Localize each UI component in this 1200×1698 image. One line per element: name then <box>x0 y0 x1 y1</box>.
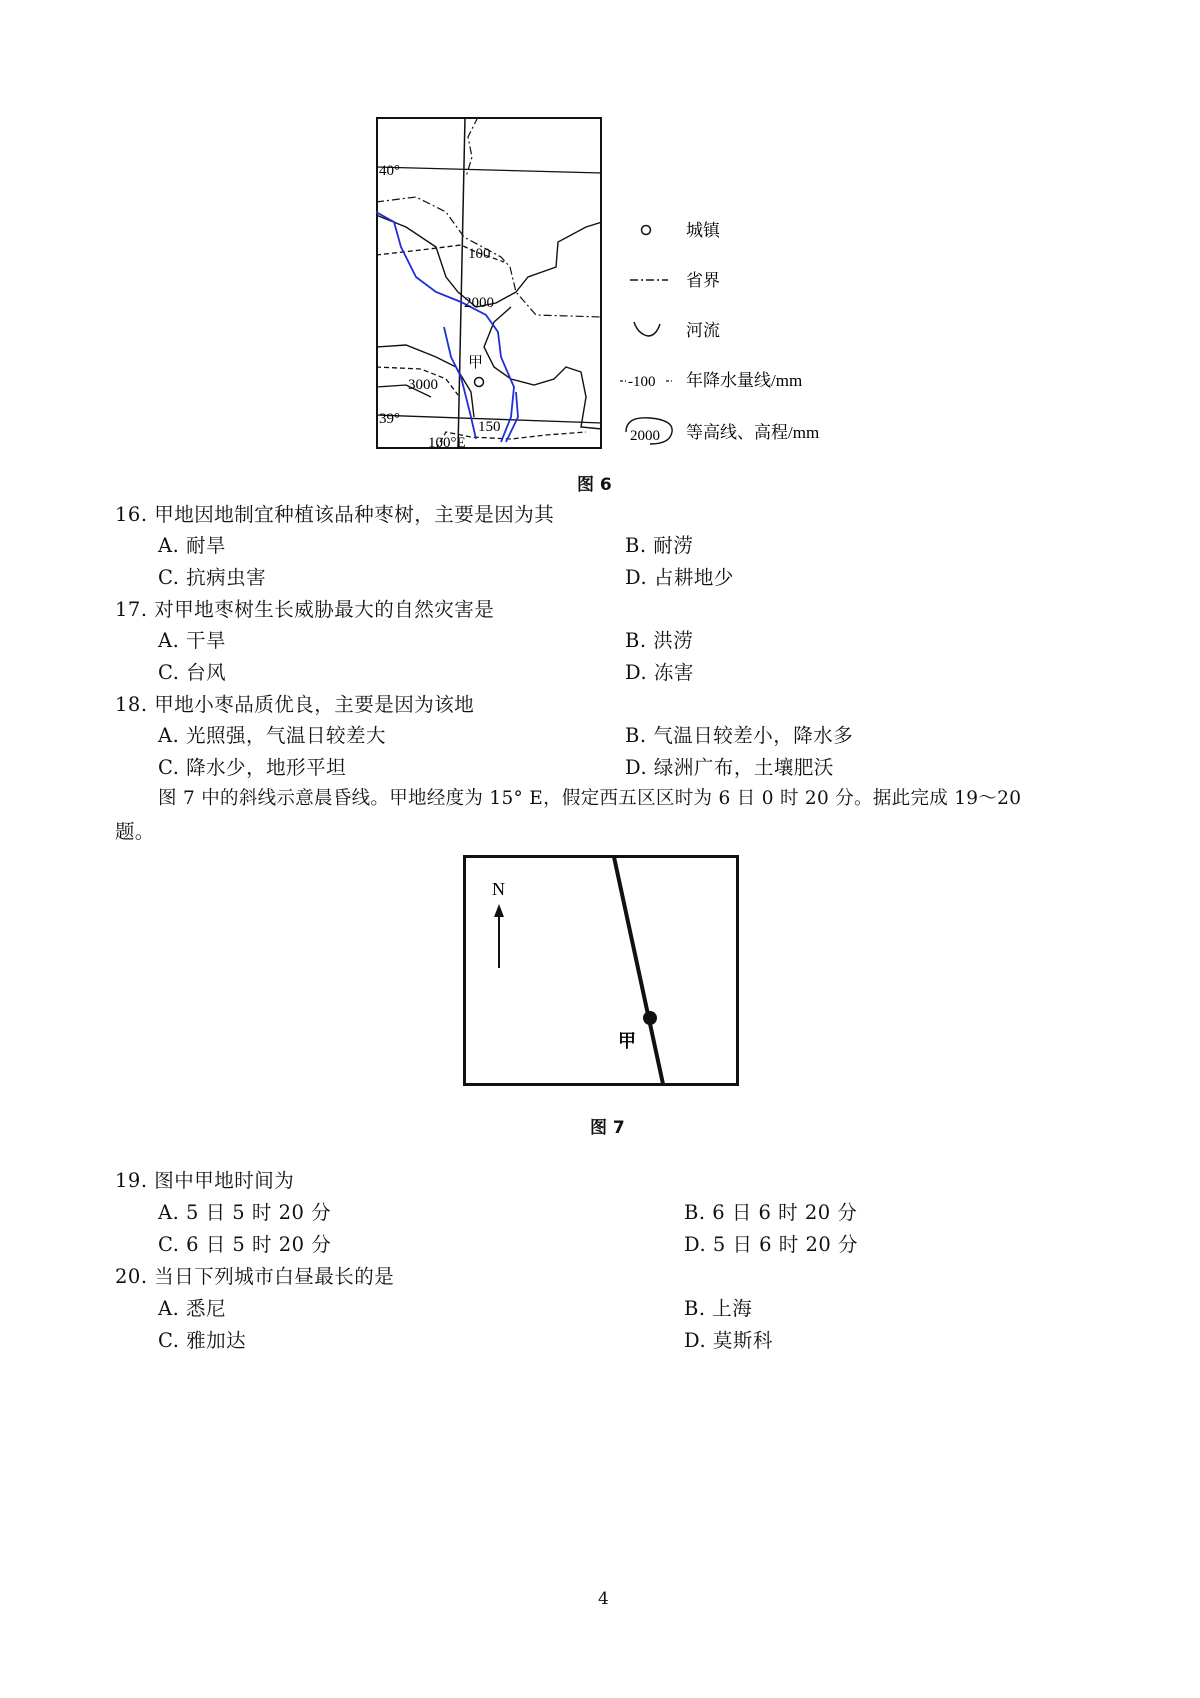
q16-option-b: B. 耐涝 <box>625 534 694 557</box>
town-icon <box>642 226 651 235</box>
lon-100-label: 100°E <box>428 435 466 449</box>
contour-100-label: 100 <box>468 246 491 262</box>
figure-6-caption: 图 6 <box>577 475 612 495</box>
contour-3000-label: 3000 <box>408 377 438 393</box>
figure-7 <box>463 855 739 1086</box>
intro-paragraph-line-2: 题。 <box>115 820 155 843</box>
q20-option-b: B. 上海 <box>684 1297 753 1320</box>
question-18-stem: 18. 甲地小枣品质优良，主要是因为该地 <box>115 693 475 716</box>
legend-river: 河流 <box>686 321 720 340</box>
question-19-stem: 19. 图中甲地时间为 <box>115 1169 295 1192</box>
legend-contour: 等高线、高程/mm <box>686 423 820 442</box>
q18-option-c: C. 降水少，地形平坦 <box>158 756 347 779</box>
figure-6-map <box>376 117 602 449</box>
page-number: 4 <box>598 1589 609 1609</box>
q19-option-a: A. 5 日 5 时 20 分 <box>158 1201 332 1224</box>
point-jia-label: 甲 <box>468 355 484 371</box>
lat-40-label: 40° <box>379 163 400 179</box>
q20-option-a: A. 悉尼 <box>158 1297 226 1320</box>
north-label: N <box>492 879 505 899</box>
q17-option-a: A. 干旱 <box>158 629 226 652</box>
point-jia-label: 甲 <box>618 1031 636 1051</box>
question-16-stem: 16. 甲地因地制宜种植该品种枣树，主要是因为其 <box>115 503 555 526</box>
q16-option-a: A. 耐旱 <box>158 534 226 557</box>
intro-paragraph-line-1: 图 7 中的斜线示意晨昏线。甲地经度为 15° E，假定西五区区时为 6 日 0 时 20 分。据此完成 19～20 <box>158 788 1022 809</box>
q19-option-c: C. 6 日 5 时 20 分 <box>158 1233 332 1256</box>
q16-option-c: C. 抗病虫害 <box>158 566 267 589</box>
question-17-stem: 17. 对甲地枣树生长威胁最大的自然灾害是 <box>115 598 495 621</box>
q16-option-d: D. 占耕地少 <box>625 566 734 589</box>
contour-150-label: 150 <box>478 419 501 435</box>
lat-39-label: 39° <box>379 411 400 427</box>
q17-option-b: B. 洪涝 <box>625 629 694 652</box>
q17-option-d: D. 冻害 <box>625 661 694 684</box>
q18-option-d: D. 绿洲广布，土壤肥沃 <box>625 756 834 779</box>
precip-sample: -100 <box>628 374 656 390</box>
q20-option-c: C. 雅加达 <box>158 1329 247 1352</box>
legend-province-border: 省界 <box>686 271 720 290</box>
figure-7-caption: 图 7 <box>590 1118 625 1138</box>
q20-option-d: D. 莫斯科 <box>684 1329 773 1352</box>
point-jia-marker <box>643 1011 657 1025</box>
q18-option-b: B. 气温日较差小，降水多 <box>625 724 854 747</box>
q18-option-a: A. 光照强，气温日较差大 <box>158 724 386 747</box>
q19-option-b: B. 6 日 6 时 20 分 <box>684 1201 858 1224</box>
legend-town: 城镇 <box>686 221 720 240</box>
q17-option-c: C. 台风 <box>158 661 227 684</box>
question-20-stem: 20. 当日下列城市白昼最长的是 <box>115 1265 395 1288</box>
contour-sample: 2000 <box>630 428 660 444</box>
q19-option-d: D. 5 日 6 时 20 分 <box>684 1233 858 1256</box>
river-icon <box>634 322 660 336</box>
figure-6-legend <box>620 210 850 450</box>
contour-2000-label: 2000 <box>464 295 494 311</box>
legend-precip: 年降水量线/mm <box>686 371 803 390</box>
